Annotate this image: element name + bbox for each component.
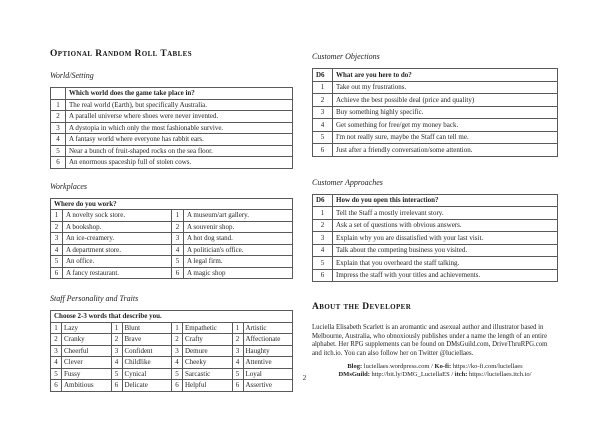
table-cell: A fancy restaurant.	[63, 267, 172, 279]
table-header-row	[51, 88, 293, 100]
table-cell: Haughty	[243, 345, 293, 357]
table-cell: 5	[172, 256, 184, 268]
table-cell: 4	[313, 119, 333, 132]
table-cell: A fantasy world where everyone has rabbit ears.	[66, 134, 293, 146]
section-title-workplaces: Workplaces	[50, 181, 88, 191]
table-cell: 4	[51, 244, 63, 256]
table-cell: 1	[313, 81, 333, 94]
table-header-row	[313, 194, 558, 207]
table-row	[313, 244, 558, 257]
table-cell: Affectionate	[243, 334, 293, 346]
table-row	[313, 232, 558, 245]
table-body	[51, 99, 293, 168]
table-cell: 6	[172, 380, 183, 392]
table-cell: 6	[51, 157, 66, 169]
table-cell: 5	[172, 368, 183, 380]
table-cell: An enormous spaceship full of stolen cows.	[66, 157, 293, 169]
table-cell: Empathetic	[183, 322, 233, 334]
table-cell: 4	[51, 134, 66, 146]
table-cell: Sarcastic	[183, 368, 233, 380]
table-header-cell: How do you open this interaction?	[333, 194, 558, 207]
table-cell: Get something for free/get my money back.	[333, 119, 558, 132]
table-body	[51, 210, 293, 279]
table-cell: A parallel universe where shoes were never invented.	[66, 111, 293, 123]
table-cell: 1	[51, 322, 62, 334]
table-body	[313, 81, 558, 156]
table-row	[51, 233, 293, 245]
table-cell: 6	[232, 380, 243, 392]
table-cell: 3	[172, 233, 184, 245]
table-cell: Cranky	[62, 334, 112, 346]
table-cell: 3	[51, 122, 66, 134]
table-header-cell: Choose 2-3 words that describe you.	[51, 311, 293, 323]
table-cell: Ask a set of questions with obvious answers.	[333, 219, 558, 232]
table-cell: Explain that you overheard the staff talking.	[333, 257, 558, 270]
table-cell: 5	[51, 256, 63, 268]
table-header-cell: D6	[313, 69, 333, 82]
table-cell: 3	[111, 345, 122, 357]
table-cell: 3	[51, 345, 62, 357]
table-row	[51, 334, 293, 346]
table-cell: Loyal	[243, 368, 293, 380]
table-row	[51, 145, 293, 157]
table-cell: Near a bunch of fruit-shaped rocks on the sea floor.	[66, 145, 293, 157]
itch-label: itch:	[454, 371, 468, 378]
table-cell: Blunt	[122, 322, 172, 334]
table-row	[51, 157, 293, 169]
kofi-label: Ko-fi:	[434, 363, 452, 370]
table-cell: Take out my frustrations.	[333, 81, 558, 94]
right-column	[312, 52, 558, 379]
table-cell: An ice-creamery.	[63, 233, 172, 245]
table-cell: 5	[51, 145, 66, 157]
table-cell: 3	[172, 345, 183, 357]
table-cell: Crafty	[183, 334, 233, 346]
table-cell: A dystopia in which only the most fashionable survive.	[66, 122, 293, 134]
table-cell: 1	[232, 322, 243, 334]
table-row	[313, 257, 558, 270]
table-cell: 2	[172, 221, 184, 233]
table-cell: I'm not really sure, maybe the Staff can tell me.	[333, 131, 558, 144]
table-cell: A politician's office.	[184, 244, 293, 256]
section-title-customer-objections: Customer Objections	[312, 52, 380, 61]
dmsguild-label: DMsGuild:	[338, 371, 370, 378]
table-cell: 2	[172, 334, 183, 346]
table-cell: 4	[172, 357, 183, 369]
table-cell: Brave	[122, 334, 172, 346]
table-cell: 3	[51, 233, 63, 245]
table-cell: Impress the staff with your titles and achievements.	[333, 269, 558, 282]
table-header-cell: D6	[313, 194, 333, 207]
links-line-1	[312, 363, 558, 371]
table-row	[313, 94, 558, 107]
workplaces-table	[50, 198, 293, 280]
table-cell: 1	[172, 322, 183, 334]
table-row	[51, 122, 293, 134]
table-row	[51, 99, 293, 111]
table-cell: Cheeky	[183, 357, 233, 369]
table-cell: Achieve the best possible deal (price and quality)	[333, 94, 558, 107]
page-number: 2	[302, 373, 307, 382]
table-header-row	[51, 311, 293, 323]
table-row	[313, 131, 558, 144]
table-cell: 5	[51, 368, 62, 380]
table-cell: 6	[51, 267, 63, 279]
table-cell: 5	[232, 368, 243, 380]
table-row	[51, 322, 293, 334]
table-cell: 4	[232, 357, 243, 369]
table-cell: 3	[232, 345, 243, 357]
table-header-cell	[51, 88, 66, 100]
table-cell: Artistic	[243, 322, 293, 334]
table-cell: 2	[51, 111, 66, 123]
table-cell: 3	[313, 232, 333, 245]
table-cell: 4	[172, 244, 184, 256]
table-cell: Ambitious	[62, 380, 112, 392]
table-header-row	[313, 69, 558, 82]
itch-url: https://luciellaes.itch.io/	[467, 371, 532, 378]
table-cell: 5	[313, 257, 333, 270]
table-cell: 2	[232, 334, 243, 346]
table-cell: 6	[313, 269, 333, 282]
table-row	[51, 221, 293, 233]
blog-url: luciellaes.wordpress.com /	[362, 363, 435, 370]
table-row	[51, 357, 293, 369]
table-cell: Delicate	[122, 380, 172, 392]
table-row	[313, 106, 558, 119]
table-cell: 6	[172, 267, 184, 279]
table-header-cell: Where do you work?	[51, 198, 293, 210]
table-cell: 4	[51, 357, 62, 369]
table-cell: 1	[313, 207, 333, 220]
table-cell: Explain why you are dissatisfied with your last visit.	[333, 232, 558, 245]
customer-approaches-table	[312, 194, 558, 283]
table-cell: Demure	[183, 345, 233, 357]
table-cell: Lazy	[62, 322, 112, 334]
table-cell: Assertive	[243, 380, 293, 392]
about-developer-heading: About the Developer	[312, 302, 412, 312]
table-cell: A novelty sock store.	[63, 210, 172, 222]
table-cell: A souvenir shop.	[184, 221, 293, 233]
table-row	[313, 81, 558, 94]
table-cell: 2	[313, 94, 333, 107]
section-title-staff-personality: Staff Personality and Traits	[50, 294, 139, 303]
page-heading: Optional Random Roll Tables	[50, 49, 193, 59]
about-developer-text: Luciella Elisabeth Scarlett is an aromantic and asexual author and illustrator based in Melbourne, Australia, who obnoxiously publishes under a name the length of an entire alphabet. Her RPG supplements can be found on DMsGuild.com, DriveThruRPG.com and itch.io. You can also follow her on Twitter @luciellaes.	[312, 324, 548, 357]
table-row	[51, 267, 293, 279]
table-header-cell: What are you here to do?	[333, 69, 558, 82]
table-cell: 4	[313, 244, 333, 257]
table-cell: Helpful	[183, 380, 233, 392]
table-cell: Attentive	[243, 357, 293, 369]
table-row	[313, 119, 558, 132]
table-cell: 5	[111, 368, 122, 380]
table-cell: A bookshop.	[63, 221, 172, 233]
dmsguild-url: http://bit.ly/DMG_LuciellaES /	[369, 371, 455, 378]
table-cell: 2	[51, 221, 63, 233]
table-row	[313, 207, 558, 220]
customer-objections-table	[312, 68, 558, 157]
table-cell: A department store.	[63, 244, 172, 256]
table-cell: 2	[111, 334, 122, 346]
table-cell: A magic shop	[184, 267, 293, 279]
table-cell: Fussy	[62, 368, 112, 380]
table-row	[51, 345, 293, 357]
kofi-url: https://ko-fi.com/luciellaes	[451, 363, 523, 370]
table-row	[51, 111, 293, 123]
table-cell: A legal firm.	[184, 256, 293, 268]
table-cell: Confident	[122, 345, 172, 357]
table-cell: 1	[51, 99, 66, 111]
table-row	[51, 134, 293, 146]
table-row	[313, 269, 558, 282]
table-cell: 1	[172, 210, 184, 222]
table-row	[51, 256, 293, 268]
table-row	[51, 210, 293, 222]
table-cell: 6	[111, 380, 122, 392]
table-row	[51, 244, 293, 256]
table-row	[313, 144, 558, 157]
world-setting-table	[50, 87, 293, 169]
table-cell: 2	[313, 219, 333, 232]
table-cell: 6	[51, 380, 62, 392]
section-title-customer-approaches: Customer Approaches	[312, 177, 383, 187]
table-cell: Buy something highly specific.	[333, 106, 558, 119]
table-cell: 4	[111, 357, 122, 369]
table-cell: 2	[51, 334, 62, 346]
section-title-world-setting: World/Setting	[50, 71, 94, 80]
table-cell: 6	[313, 144, 333, 157]
table-cell: Cynical	[122, 368, 172, 380]
table-cell: Childlike	[122, 357, 172, 369]
table-cell: Cheerful	[62, 345, 112, 357]
table-cell: 3	[313, 106, 333, 119]
table-header-cell: Which world does the game take place in?	[66, 88, 293, 100]
table-cell: A museum/art gallery.	[184, 210, 293, 222]
table-cell: Just after a friendly conversation/some attention.	[333, 144, 558, 157]
table-cell: An office.	[63, 256, 172, 268]
table-row	[313, 219, 558, 232]
left-column	[50, 49, 293, 392]
table-cell: The real world (Earth), but specifically Australia.	[66, 99, 293, 111]
table-cell: Clever	[62, 357, 112, 369]
table-header-row	[51, 198, 293, 210]
blog-label: Blog:	[347, 363, 363, 370]
table-cell: A hot dog stand.	[184, 233, 293, 245]
table-cell: 1	[111, 322, 122, 334]
table-cell: Talk about the competing business you visited.	[333, 244, 558, 257]
table-body	[313, 207, 558, 282]
table-cell: Tell the Staff a mostly irrelevant story.	[333, 207, 558, 220]
table-cell: 1	[51, 210, 63, 222]
table-cell: 5	[313, 131, 333, 144]
